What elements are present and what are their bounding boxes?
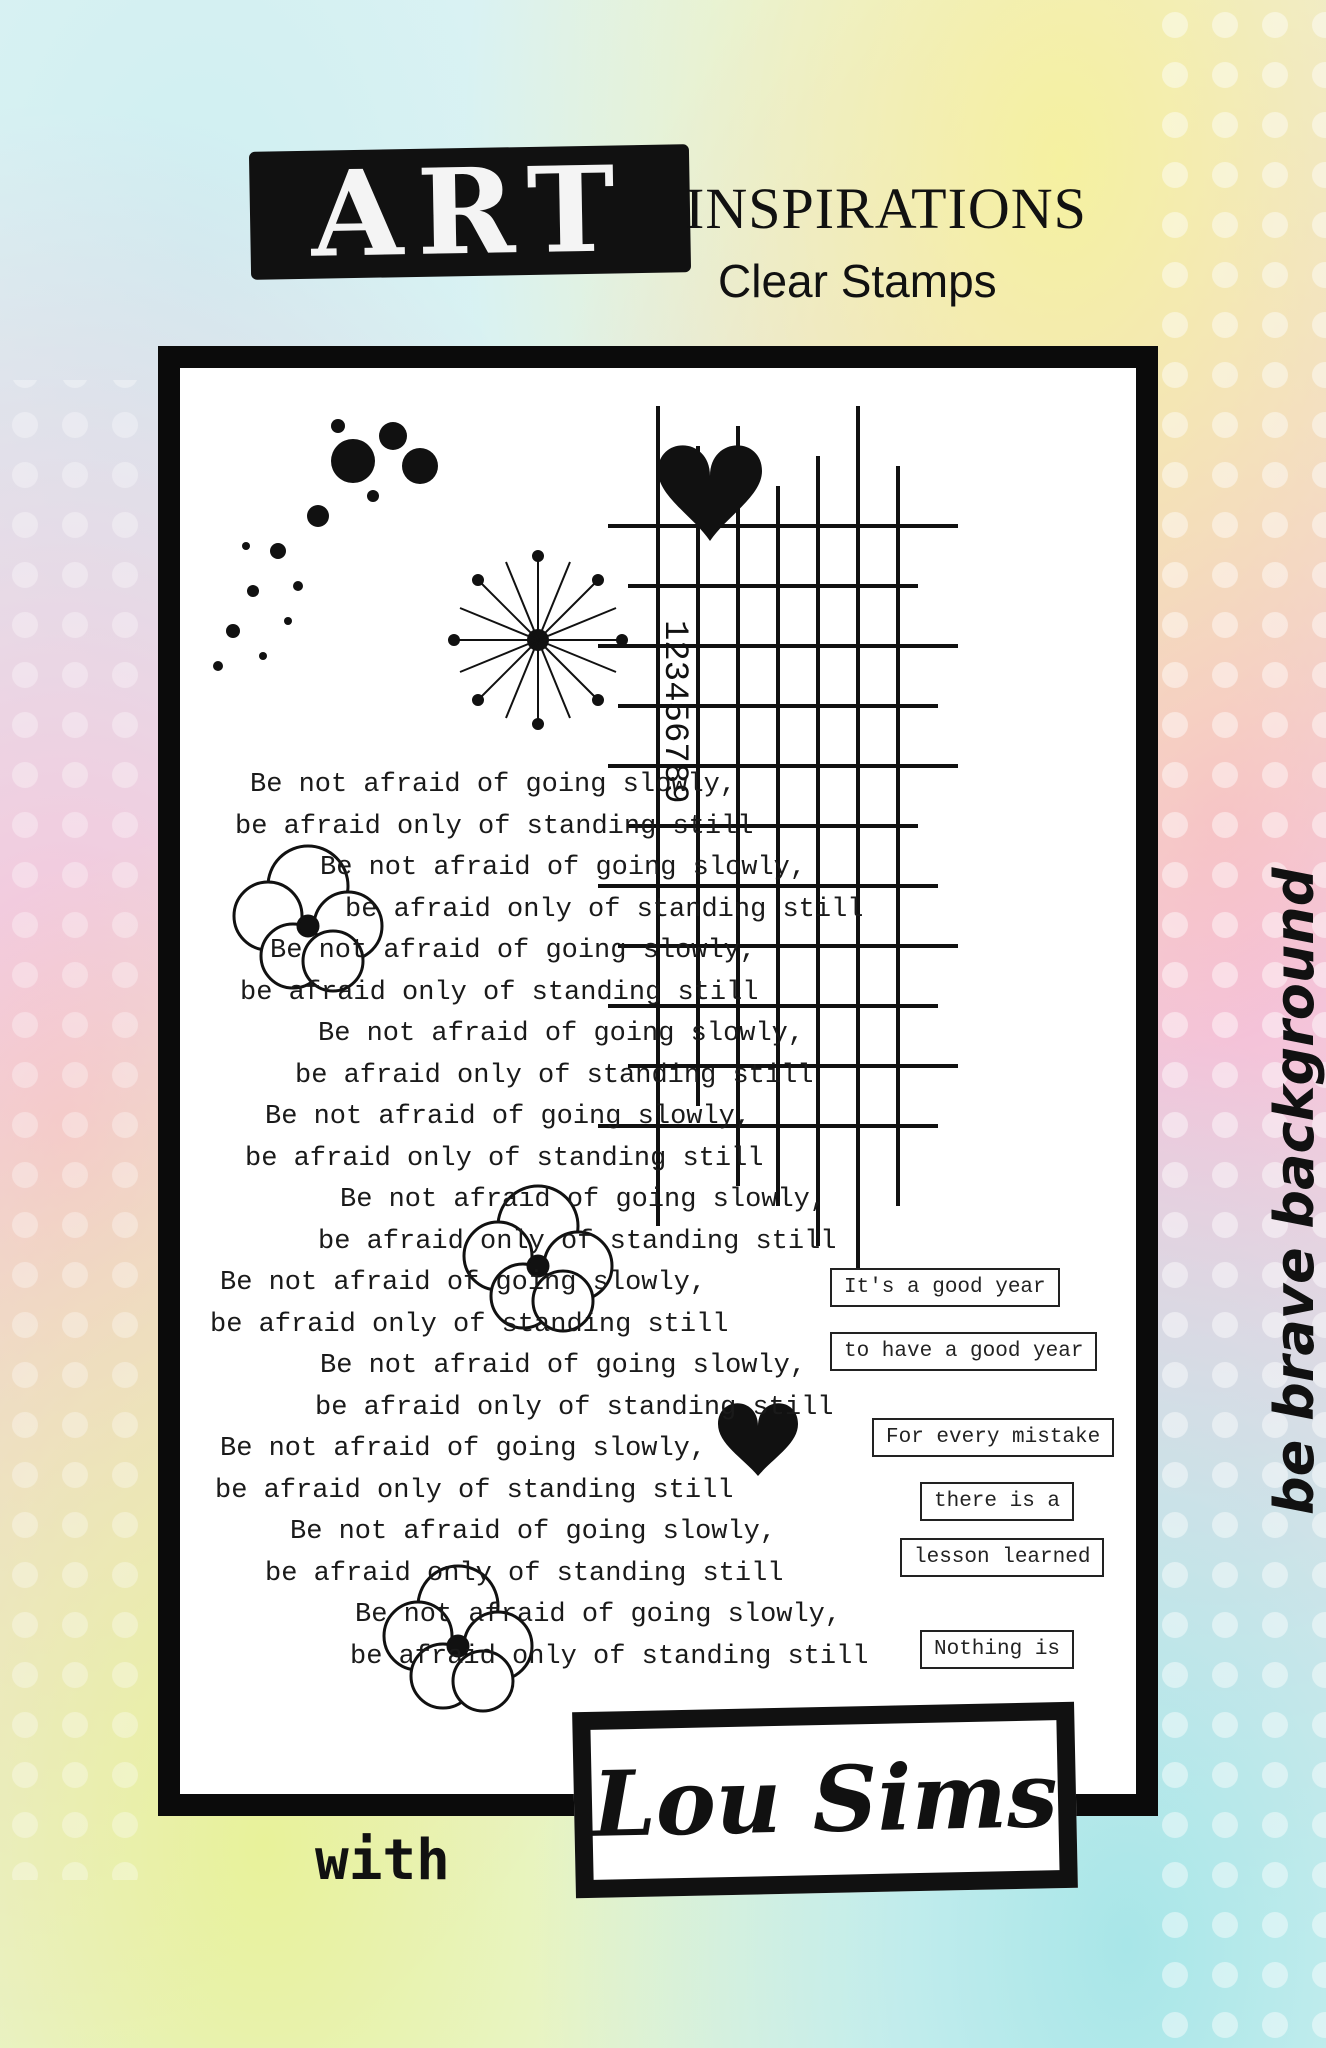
quote-line: be afraid only of standing still [215, 1475, 734, 1506]
phrase-tag: For every mistake [872, 1418, 1114, 1457]
phrase-tag: lesson learned [900, 1538, 1104, 1577]
artist-signature: Lou Sims [591, 1742, 1059, 1858]
quote-line: be afraid only of standing still [245, 1143, 764, 1174]
quote-line: be afraid only of standing still [265, 1558, 784, 1589]
quote-line: be afraid only of standing still [210, 1309, 729, 1340]
quote-line: Be not afraid of going slowly, [220, 1434, 707, 1464]
quote-line: Be not afraid of going slowly, [340, 1185, 827, 1215]
quote-line: Be not afraid of going slowly, [250, 770, 737, 800]
phrase-tag: It's a good year [830, 1268, 1060, 1307]
quote-line: Be not afraid of going slowly, [290, 1517, 777, 1547]
quote-line: be afraid only of standing still [318, 1226, 837, 1257]
quote-line: Be not afraid of going slowly, [320, 853, 807, 883]
quote-stamp [200, 770, 869, 1700]
artist-signature-box [572, 1702, 1078, 1898]
quote-line: be afraid only of standing still [240, 977, 759, 1008]
be-brave-background-stamp: be brave background [1263, 867, 1326, 1515]
art-logo-block [249, 139, 691, 284]
phrase-tag: there is a [920, 1482, 1074, 1521]
brand-inspirations: INSPIRATIONS [685, 176, 1087, 241]
brand-subtitle: Clear Stamps [718, 255, 997, 307]
quote-line: be afraid only of standing still [350, 1641, 869, 1672]
quote-line: Be not afraid of going slowly, [318, 1019, 805, 1049]
quote-line: Be not afraid of going slowly, [270, 936, 757, 966]
splatter-stamp [213, 419, 438, 671]
quote-line: be afraid only of standing still [295, 1060, 814, 1091]
quote-line: be afraid only of standing still [315, 1392, 834, 1423]
quote-line: Be not afraid of going slowly, [355, 1600, 842, 1630]
phrase-tag: Nothing is [920, 1630, 1074, 1669]
quote-line: be afraid only of standing still [345, 894, 864, 925]
quote-line: Be not afraid of going slowly, [220, 1268, 707, 1298]
dandelion-stamp [449, 551, 627, 729]
with-label: with [315, 1828, 450, 1893]
phrase-tag: to have a good year [830, 1332, 1097, 1371]
numbers-stamp: 123456789 [655, 620, 693, 804]
art-logo-text: ART [310, 139, 630, 284]
quote-line: Be not afraid of going slowly, [320, 1351, 807, 1381]
quote-line: Be not afraid of going slowly, [265, 1102, 752, 1132]
quote-line: be afraid only of standing still [235, 811, 754, 842]
